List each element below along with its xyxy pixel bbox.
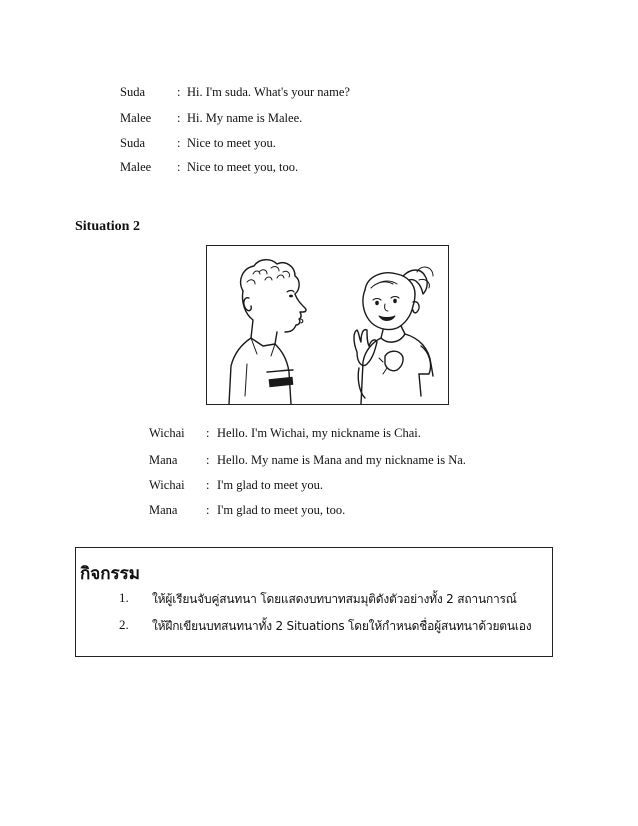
colon: : (206, 426, 210, 440)
dialog-line (120, 110, 440, 126)
dialog-line (149, 452, 509, 468)
item-number: 2. (119, 617, 129, 632)
illustration-two-kids (206, 245, 449, 405)
dialog-line (120, 159, 440, 175)
item-text: ให้ผู้เรียนจับคู่สนทนา โดยแสดงบทบาทสมมุติดังตัวอย่างทั้ง 2 สถานการณ์ (152, 592, 517, 606)
colon: : (206, 478, 210, 492)
activity-item (119, 590, 539, 608)
dialog-text: Hello. My name is Mana and my nickname is Na. (217, 453, 466, 467)
dialog-text: Nice to meet you. (187, 136, 276, 150)
activity-title: กิจกรรม (80, 564, 141, 584)
dialog-text: I'm glad to meet you, too. (217, 503, 346, 517)
speaker-name: Wichai (149, 478, 185, 492)
speaker-name: Suda (120, 85, 145, 99)
section-title: Situation 2 (75, 219, 140, 234)
dialog-line (149, 502, 509, 518)
item-text: ให้ฝึกเขียนบทสนทนาทั้ง 2 Situations โดยให้กำหนดชื่อผู้สนทนาด้วยตนเอง (152, 619, 532, 633)
dialog-text: Nice to meet you, too. (187, 160, 299, 174)
colon: : (177, 85, 181, 99)
speaker-name: Suda (120, 136, 145, 150)
colon: : (206, 503, 210, 517)
dialog-line (149, 425, 509, 441)
speaker-name: Wichai (149, 426, 185, 440)
speaker-name: Malee (120, 160, 152, 174)
speaker-name: Mana (149, 453, 178, 467)
speaker-name: Malee (120, 111, 152, 125)
item-number: 1. (119, 590, 129, 605)
dialog-text: Hello. I'm Wichai, my nickname is Chai. (217, 426, 421, 440)
activity-item (119, 617, 539, 635)
dialog-line (120, 135, 440, 151)
colon: : (177, 160, 181, 174)
colon: : (177, 111, 181, 125)
kids-greeting-drawing (207, 246, 448, 404)
dialog-text: Hi. My name is Malee. (187, 111, 303, 125)
colon: : (206, 453, 210, 467)
colon: : (177, 136, 181, 150)
speaker-name: Mana (149, 503, 178, 517)
dialog-text: Hi. I'm suda. What's your name? (187, 85, 350, 99)
dialog-text: I'm glad to meet you. (217, 478, 324, 492)
dialog-line (149, 477, 509, 493)
activity-box (75, 547, 553, 657)
dialog-line (120, 84, 440, 100)
